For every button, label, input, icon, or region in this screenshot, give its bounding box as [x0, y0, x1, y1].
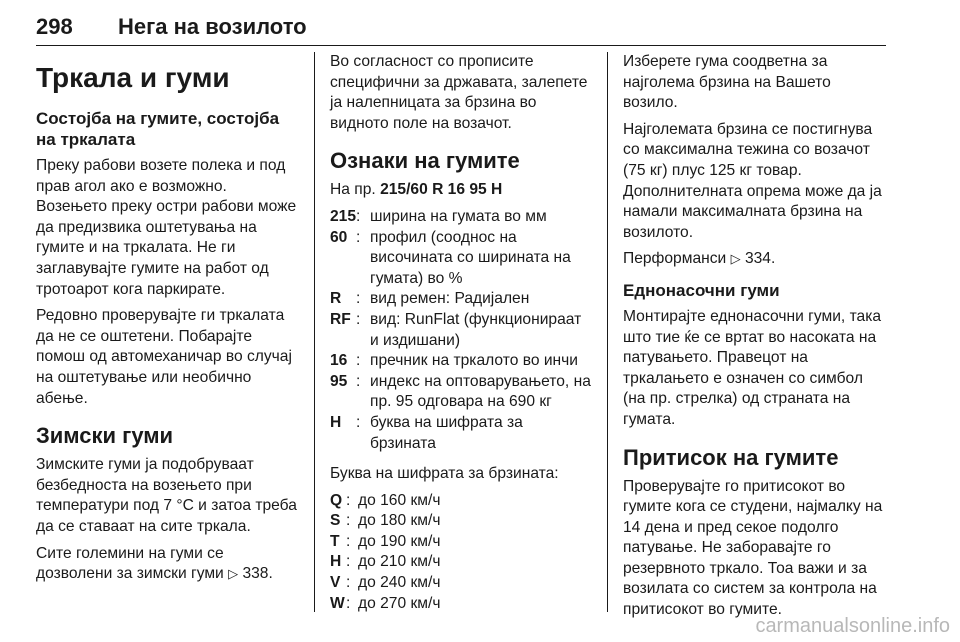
definition-separator: : — [356, 228, 361, 246]
page-header — [36, 8, 886, 46]
example-line — [330, 180, 592, 201]
definition-key: 95 — [330, 372, 348, 390]
page-reference-icon: ▷ — [730, 251, 741, 267]
definition-value: до 270 км/ч — [358, 594, 441, 612]
definition-key: R — [330, 290, 342, 308]
definition-key: 60 — [330, 228, 348, 246]
definition-value: профил (сооднос на височината со ширината на гумата) во % — [370, 228, 571, 287]
page-reference: 334. — [744, 250, 776, 268]
definition-row — [330, 491, 592, 512]
column-1 — [36, 52, 298, 591]
speed-code-list — [330, 491, 592, 615]
definition-key: H — [330, 553, 342, 571]
definition-value: до 240 км/ч — [358, 574, 441, 592]
subsection-heading: Зимски гуми — [36, 423, 174, 449]
definition-separator: : — [356, 310, 361, 328]
definition-value: индекс на оптоварувањето, на пр. 95 одговара на 690 кг — [370, 372, 591, 411]
definition-key: 16 — [330, 352, 348, 370]
definition-key: 215 — [330, 207, 357, 225]
definition-row — [330, 207, 592, 228]
definition-key: RF — [330, 310, 351, 328]
definition-key: H — [330, 413, 342, 431]
example-prefix: На пр. — [330, 181, 376, 199]
definition-key: V — [330, 574, 341, 592]
definition-value: до 180 км/ч — [358, 512, 441, 530]
subsection-heading: Ознаки на гумите — [330, 148, 520, 174]
paragraph: Изберете гума соодветна за најголема брзина на Вашето возило. — [623, 53, 831, 112]
paragraph: Редовно проверувајте ги тркалата да не се оштетени. Побарајте помош од автомеханичар во случај на оштетување или необично абење. — [36, 307, 292, 407]
definition-key: Q — [330, 491, 343, 509]
page-reference-icon: ▷ — [228, 566, 239, 582]
definition-row — [330, 511, 592, 532]
chapter-title: Нега на возилото — [118, 14, 307, 39]
definition-key: S — [330, 512, 341, 530]
paragraph: Монтирајте еднонасочни гуми, така што тие ќе се вртат во насоката на патувањето. Правецот на тркалањето е означен со симбол (на пр. стрелка) од страната на гумата. — [623, 307, 882, 428]
definition-value: ширина на гумата во мм — [370, 207, 547, 225]
definition-value: до 160 км/ч — [358, 491, 441, 509]
subsection-heading: Еднонасочни гуми — [623, 280, 780, 300]
definition-value: пречник на тркалото во инчи — [370, 352, 578, 370]
definition-row — [330, 289, 592, 310]
definition-row — [330, 552, 592, 573]
section-title: Тркала и гуми — [36, 62, 230, 93]
definition-row — [330, 594, 592, 615]
page-reference: 338. — [242, 565, 273, 583]
subsection-heading: Притисок на гумите — [623, 444, 839, 470]
paragraph: Зимските гуми ја подобруваат безбедноста на возењето при температури под 7 °C и затоа треба да се ставаат на сите тркала. — [36, 456, 297, 535]
column-3 — [623, 52, 889, 627]
paragraph: Проверувајте го притисокот во гумите кога се студени, најмалку на 14 дена и пред секое подолго патување. Не заборавајте го резервното тркало. Тоа важи и за возилата со систем за контрола на притисокот во гумите. — [623, 477, 883, 619]
definition-separator: : — [356, 352, 361, 370]
paragraph: Најголемата брзина се постигнува со максимална тежина со возачот (75 кг) плус 125 кг товар. Дополнителната опрема може да ја намали максималната брзина на возилото. — [623, 120, 882, 241]
paragraph: Преку рабови возете полека и под прав агол ако е возможно. Возењето преку остри рабови може да предизвика оштетувања на гумите и на тркалата. Не ги заглавувајте гумите на работ од тротоарот кога паркирате. — [36, 157, 297, 298]
tire-code-list — [330, 207, 592, 454]
paragraph-text: Сите големини на гуми се дозволени за зимски гуми — [36, 544, 224, 583]
definition-key: W — [330, 594, 345, 612]
definition-separator: : — [346, 594, 351, 612]
definition-value: до 190 км/ч — [358, 532, 441, 550]
example-code: 215/60 R 16 95 H — [380, 181, 503, 199]
paragraph — [623, 249, 889, 270]
definition-separator: : — [346, 491, 351, 509]
paragraph — [36, 544, 298, 585]
definition-row — [330, 228, 592, 290]
definition-value: буква на шифрата за брзината — [370, 413, 523, 452]
definition-separator: : — [346, 553, 351, 571]
paragraph: Во согласност со прописите специфични за државата, залепете ја налепницата за брзина во видното поле на возачот. — [330, 53, 588, 132]
paragraph-text: Перформанси — [623, 250, 727, 268]
definition-separator: : — [356, 207, 361, 225]
definition-value: вид ремен: Радијален — [370, 290, 530, 308]
definition-row — [330, 372, 592, 413]
definition-row — [330, 573, 592, 594]
definition-row — [330, 413, 592, 454]
definition-row — [330, 351, 592, 372]
column-2 — [330, 52, 592, 624]
column-divider — [607, 52, 608, 612]
column-divider — [314, 52, 315, 612]
definition-separator: : — [346, 574, 351, 592]
definition-row — [330, 532, 592, 553]
definition-separator: : — [346, 512, 351, 530]
definition-separator: : — [356, 413, 361, 431]
subsection-heading: Состојба на гумите, состојба на тркалата — [36, 109, 280, 149]
definition-key: T — [330, 532, 340, 550]
paragraph: Буква на шифрата за брзината: — [330, 465, 559, 483]
definition-separator: : — [346, 532, 351, 550]
page-number: 298 — [36, 14, 73, 39]
definition-separator: : — [356, 372, 361, 390]
definition-row — [330, 310, 592, 351]
watermark: carmanualsonline.info — [755, 615, 950, 637]
definition-value: до 210 км/ч — [358, 553, 441, 571]
definition-value: вид: RunFlat (функционираат и издишани) — [370, 310, 582, 349]
definition-separator: : — [356, 290, 361, 308]
